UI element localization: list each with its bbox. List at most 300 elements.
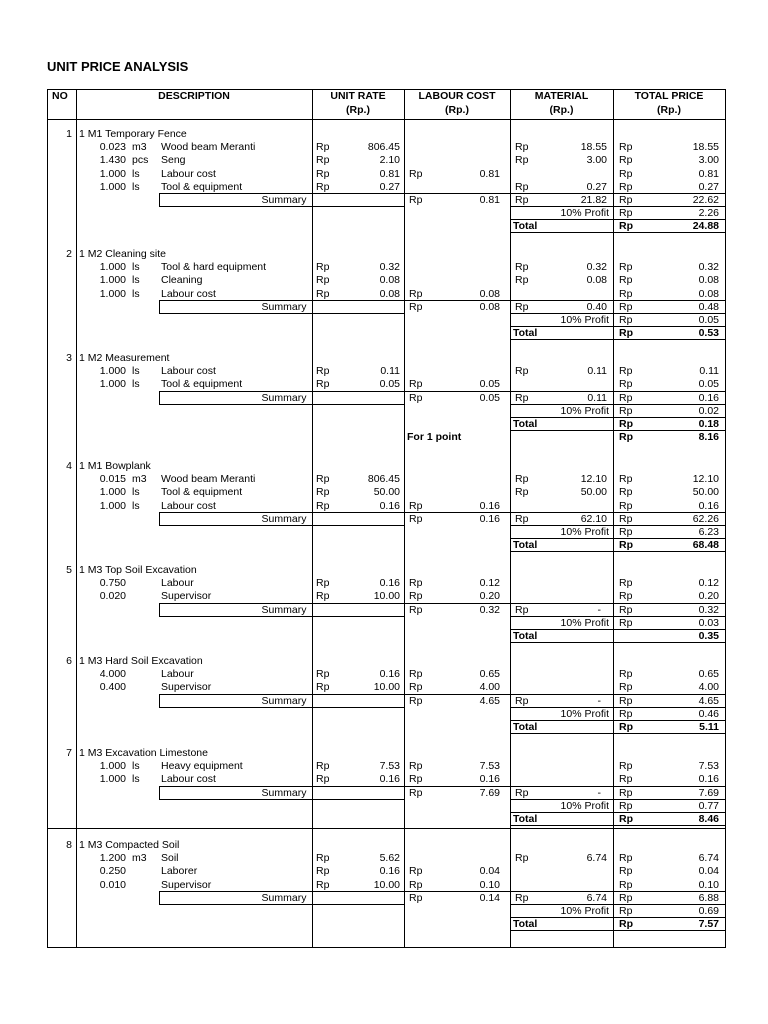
currency-label: Rp xyxy=(619,418,633,430)
section-title: 1 M1 Bowplank xyxy=(79,460,151,472)
header-unit-rate-unit: (Rp.) xyxy=(346,104,370,116)
currency-label: Rp xyxy=(619,905,633,917)
item-labour-cost: 0.04 xyxy=(479,865,500,878)
currency-label: Rp xyxy=(619,220,633,233)
profit-value: 6.23 xyxy=(698,526,719,538)
total-bottom-border xyxy=(510,232,726,233)
profit-value: 0.03 xyxy=(698,616,719,629)
header-material: MATERIAL xyxy=(534,90,589,102)
summary-bottom-border xyxy=(159,904,404,905)
item-material: 0.11 xyxy=(587,365,607,378)
currency-label: Rp xyxy=(619,499,633,512)
currency-label: Rp xyxy=(515,300,529,313)
item-quantity: 1.000 xyxy=(99,167,126,180)
item-total-price: 0.12 xyxy=(698,577,719,590)
currency-label: Rp xyxy=(619,194,633,206)
currency-label: Rp xyxy=(316,852,330,865)
currency-label: Rp xyxy=(619,681,633,694)
currency-label: Rp xyxy=(409,590,423,603)
summary-label: Summary xyxy=(261,786,307,799)
item-quantity: 1.000 xyxy=(99,486,126,499)
summary-bottom-border xyxy=(159,616,404,617)
profit-value: 0.46 xyxy=(698,707,719,720)
item-description: Seng xyxy=(161,154,186,167)
item-total-price: 4.00 xyxy=(698,681,719,694)
currency-label: Rp xyxy=(316,760,330,773)
currency-label: Rp xyxy=(515,391,529,404)
item-unit: ls xyxy=(132,261,140,274)
item-quantity: 0.010 xyxy=(99,878,126,891)
currency-label: Rp xyxy=(619,404,633,417)
currency-label: Rp xyxy=(619,378,633,391)
item-unit: pcs xyxy=(132,154,149,167)
header-material-unit: (Rp.) xyxy=(549,104,574,116)
item-quantity: 1.000 xyxy=(99,274,126,287)
currency-label: Rp xyxy=(619,391,633,404)
header-bottom-border xyxy=(47,119,726,120)
currency-label: Rp xyxy=(619,141,633,154)
item-quantity: 1.430 xyxy=(99,154,126,167)
item-quantity: 0.020 xyxy=(99,590,126,603)
header-labour-cost-unit: (Rp.) xyxy=(445,104,469,116)
summary-labour-cost: 4.65 xyxy=(479,694,500,707)
summary-bottom-border xyxy=(159,206,404,207)
item-total-price: 6.74 xyxy=(698,852,719,865)
summary-label: Summary xyxy=(261,694,307,707)
currency-label: Rp xyxy=(619,261,633,274)
item-total-price: 0.32 xyxy=(698,261,719,274)
item-unit-rate: 0.08 xyxy=(379,274,400,287)
item-labour-cost: 0.10 xyxy=(479,878,500,891)
summary-label: Summary xyxy=(261,300,307,313)
page-title: UNIT PRICE ANALYSIS xyxy=(47,59,189,74)
currency-label: Rp xyxy=(619,274,633,287)
summary-labour-cost: 7.69 xyxy=(479,786,500,799)
currency-label: Rp xyxy=(619,773,633,786)
item-material: 0.27 xyxy=(586,180,607,193)
summary-material: 21.82 xyxy=(580,194,607,206)
section-title: 1 M3 Excavation Limestone xyxy=(79,747,208,759)
summary-labour-cost: 0.81 xyxy=(479,194,500,206)
currency-label: Rp xyxy=(316,378,330,391)
summary-labour-cost: 0.32 xyxy=(479,603,500,616)
summary-bottom-border xyxy=(159,313,404,314)
summary-bottom-border xyxy=(159,799,404,800)
item-unit-rate: 0.11 xyxy=(380,365,400,378)
currency-label: Rp xyxy=(409,300,423,313)
total-label: Total xyxy=(513,630,538,642)
item-unit-rate: 0.16 xyxy=(379,668,400,681)
item-unit-rate: 0.08 xyxy=(379,287,400,300)
section-number: 2 xyxy=(66,248,72,260)
item-unit: m3 xyxy=(132,473,147,486)
header-total-price: TOTAL PRICE xyxy=(634,90,704,102)
item-total-price: 0.11 xyxy=(699,365,719,378)
total-bottom-border xyxy=(510,733,726,734)
summary-labour-cost: 0.14 xyxy=(479,891,500,904)
item-description: Wood beam Meranti xyxy=(161,141,256,154)
item-total-price: 0.10 xyxy=(698,878,719,891)
currency-label: Rp xyxy=(619,918,633,931)
currency-label: Rp xyxy=(619,526,633,538)
currency-label: Rp xyxy=(409,865,423,878)
item-description: Labour xyxy=(161,668,194,681)
currency-label: Rp xyxy=(316,154,330,167)
currency-label: Rp xyxy=(619,891,633,904)
currency-label: Rp xyxy=(316,773,330,786)
grand-total: 0.18 xyxy=(698,418,719,430)
currency-label: Rp xyxy=(409,391,423,404)
summary-label: Summary xyxy=(261,194,307,206)
item-unit-rate: 806.45 xyxy=(367,473,400,486)
item-description: Supervisor xyxy=(161,878,212,891)
item-total-price: 3.00 xyxy=(698,154,719,167)
currency-label: Rp xyxy=(316,681,330,694)
currency-label: Rp xyxy=(619,616,633,629)
item-unit: ls xyxy=(132,365,140,378)
item-unit: ls xyxy=(132,773,140,786)
total-label: Total xyxy=(513,721,538,733)
currency-label: Rp xyxy=(409,681,423,694)
item-total-price: 12.10 xyxy=(692,473,719,486)
profit-value: 0.02 xyxy=(698,404,719,417)
currency-label: Rp xyxy=(409,577,423,590)
currency-label: Rp xyxy=(619,577,633,590)
currency-label: Rp xyxy=(316,274,330,287)
currency-label: Rp xyxy=(316,878,330,891)
item-material: 6.74 xyxy=(586,852,607,865)
total-bottom-border xyxy=(510,339,726,340)
total-bottom-border xyxy=(510,825,726,826)
item-labour-cost: 0.20 xyxy=(479,590,500,603)
item-labour-cost: 0.05 xyxy=(479,378,500,391)
total-label: Total xyxy=(513,220,538,233)
currency-label: Rp xyxy=(316,499,330,512)
item-total-price: 0.27 xyxy=(698,180,719,193)
item-description: Supervisor xyxy=(161,590,212,603)
currency-label: Rp xyxy=(409,194,423,206)
item-unit-rate: 50.00 xyxy=(373,486,400,499)
section-number: 5 xyxy=(66,564,72,576)
currency-label: Rp xyxy=(619,207,633,220)
item-quantity: 4.000 xyxy=(99,668,126,681)
header-total-price-unit: (Rp.) xyxy=(657,104,681,116)
table-bottom-border xyxy=(47,947,726,948)
item-unit: ls xyxy=(132,180,140,193)
per-point-label: For 1 point xyxy=(407,431,462,444)
currency-label: Rp xyxy=(409,773,423,786)
item-total-price: 0.08 xyxy=(698,274,719,287)
profit-label: 10% Profit xyxy=(560,707,609,720)
column-divider xyxy=(613,89,614,947)
currency-label: Rp xyxy=(515,891,529,904)
item-total-price: 0.20 xyxy=(698,590,719,603)
section-title: 1 M3 Top Soil Excavation xyxy=(79,564,197,576)
currency-label: Rp xyxy=(619,852,633,865)
section-title: 1 M3 Compacted Soil xyxy=(79,839,180,851)
item-description: Laborer xyxy=(161,865,198,878)
currency-label: Rp xyxy=(619,694,633,707)
item-total-price: 0.05 xyxy=(698,378,719,391)
currency-label: Rp xyxy=(316,287,330,300)
header-description: DESCRIPTION xyxy=(158,90,230,102)
item-description: Labour cost xyxy=(161,287,216,300)
section-number: 3 xyxy=(66,352,72,364)
item-material: 12.10 xyxy=(580,473,607,486)
column-divider xyxy=(510,89,511,947)
summary-total-price: 6.88 xyxy=(698,891,719,904)
summary-material: - xyxy=(597,786,601,799)
currency-label: Rp xyxy=(316,577,330,590)
currency-label: Rp xyxy=(619,365,633,378)
item-unit-rate: 0.81 xyxy=(379,167,400,180)
summary-label: Summary xyxy=(261,891,307,904)
currency-label: Rp xyxy=(409,512,423,525)
item-description: Tool & equipment xyxy=(161,486,243,499)
currency-label: Rp xyxy=(619,603,633,616)
summary-material: 62.10 xyxy=(580,512,607,525)
item-unit-rate: 7.53 xyxy=(379,760,400,773)
profit-value: 2.26 xyxy=(698,207,719,220)
item-total-price: 0.04 xyxy=(698,865,719,878)
profit-label: 10% Profit xyxy=(560,314,609,326)
item-labour-cost: 0.16 xyxy=(479,773,500,786)
item-total-price: 0.16 xyxy=(698,773,719,786)
item-unit-rate: 0.16 xyxy=(379,499,400,512)
item-total-price: 0.81 xyxy=(698,167,719,180)
currency-label: Rp xyxy=(619,721,633,733)
currency-label: Rp xyxy=(515,473,529,486)
total-label: Total xyxy=(513,327,538,340)
currency-label: Rp xyxy=(619,878,633,891)
currency-label: Rp xyxy=(316,167,330,180)
currency-label: Rp xyxy=(409,499,423,512)
item-unit: ls xyxy=(132,760,140,773)
item-unit-rate: 10.00 xyxy=(373,590,400,603)
total-bottom-border xyxy=(510,551,726,552)
currency-label: Rp xyxy=(619,287,633,300)
currency-label: Rp xyxy=(619,180,633,193)
item-unit: ls xyxy=(132,378,140,391)
currency-label: Rp xyxy=(619,154,633,167)
item-quantity: 0.250 xyxy=(99,865,126,878)
item-total-price: 7.53 xyxy=(698,760,719,773)
summary-label: Summary xyxy=(261,391,307,404)
item-material: 0.08 xyxy=(586,274,607,287)
currency-label: Rp xyxy=(619,327,633,340)
item-total-price: 0.65 xyxy=(698,668,719,681)
currency-label: Rp xyxy=(619,512,633,525)
currency-label: Rp xyxy=(409,891,423,904)
item-description: Heavy equipment xyxy=(161,760,243,773)
currency-label: Rp xyxy=(316,180,330,193)
item-unit: m3 xyxy=(132,141,147,154)
item-unit-rate: 2.10 xyxy=(379,154,400,167)
section-divider xyxy=(47,828,726,829)
currency-label: Rp xyxy=(619,760,633,773)
profit-value: 0.05 xyxy=(698,314,719,326)
item-total-price: 18.55 xyxy=(692,141,719,154)
currency-label: Rp xyxy=(619,590,633,603)
profit-label: 10% Profit xyxy=(560,905,609,917)
summary-material: 0.40 xyxy=(586,300,607,313)
currency-label: Rp xyxy=(316,261,330,274)
summary-total-price: 62.26 xyxy=(692,512,719,525)
summary-total-price: 0.32 xyxy=(698,603,719,616)
currency-label: Rp xyxy=(515,274,529,287)
item-quantity: 0.400 xyxy=(99,681,126,694)
grand-total: 8.46 xyxy=(698,813,719,825)
profit-value: 0.69 xyxy=(698,905,719,917)
currency-label: Rp xyxy=(619,314,633,326)
header-labour-cost: LABOUR COST xyxy=(418,90,496,102)
item-description: Labour cost xyxy=(161,365,216,378)
item-labour-cost: 7.53 xyxy=(479,760,500,773)
item-labour-cost: 0.08 xyxy=(479,287,500,300)
item-description: Cleaning xyxy=(161,274,203,287)
currency-label: Rp xyxy=(409,287,423,300)
section-title: 1 M1 Temporary Fence xyxy=(79,128,187,140)
currency-label: Rp xyxy=(619,300,633,313)
item-labour-cost: 0.65 xyxy=(479,668,500,681)
item-description: Labour xyxy=(161,577,194,590)
column-divider xyxy=(76,89,77,947)
total-label: Total xyxy=(513,813,538,825)
currency-label: Rp xyxy=(515,512,529,525)
item-material: 50.00 xyxy=(580,486,607,499)
total-label: Total xyxy=(513,539,538,552)
summary-label: Summary xyxy=(261,603,307,616)
total-bottom-border xyxy=(510,642,726,643)
currency-label: Rp xyxy=(515,694,529,707)
item-unit-rate: 0.05 xyxy=(379,378,400,391)
item-unit-rate: 0.32 xyxy=(379,261,400,274)
item-description: Wood beam Meranti xyxy=(161,473,256,486)
currency-label: Rp xyxy=(619,668,633,681)
total-bottom-border xyxy=(510,930,726,931)
currency-label: Rp xyxy=(515,486,529,499)
grand-total: 68.48 xyxy=(692,539,719,552)
item-quantity: 1.000 xyxy=(99,378,126,391)
grand-total: 7.57 xyxy=(698,918,719,931)
column-divider xyxy=(725,89,726,947)
summary-bottom-border xyxy=(159,707,404,708)
currency-label: Rp xyxy=(409,167,423,180)
item-material: 18.55 xyxy=(580,141,607,154)
item-quantity: 1.000 xyxy=(99,760,126,773)
currency-label: Rp xyxy=(619,865,633,878)
item-unit-rate: 10.00 xyxy=(373,681,400,694)
table-top-border xyxy=(47,89,726,90)
item-quantity: 1.000 xyxy=(99,180,126,193)
item-labour-cost: 4.00 xyxy=(479,681,500,694)
currency-label: Rp xyxy=(619,473,633,486)
section-number: 6 xyxy=(66,655,72,667)
item-quantity: 0.750 xyxy=(99,577,126,590)
currency-label: Rp xyxy=(619,167,633,180)
grand-total: 24.88 xyxy=(692,220,719,233)
item-description: Tool & hard equipment xyxy=(161,261,267,274)
currency-label: Rp xyxy=(619,813,633,825)
item-unit: ls xyxy=(132,499,140,512)
section-title: 1 M2 Measurement xyxy=(79,352,170,364)
item-unit: ls xyxy=(132,274,140,287)
profit-label: 10% Profit xyxy=(560,404,609,417)
header-unit-rate: UNIT RATE xyxy=(330,90,386,102)
item-unit-rate: 0.16 xyxy=(379,773,400,786)
section-number: 8 xyxy=(66,839,72,851)
item-description: Tool & equipment xyxy=(161,180,243,193)
section-number: 1 xyxy=(66,128,72,140)
currency-label: Rp xyxy=(409,668,423,681)
currency-label: Rp xyxy=(619,539,633,552)
currency-label: Rp xyxy=(515,603,529,616)
summary-bottom-border xyxy=(159,404,404,405)
summary-labour-cost: 0.16 xyxy=(479,512,500,525)
item-description: Supervisor xyxy=(161,681,212,694)
item-unit-rate: 5.62 xyxy=(379,852,400,865)
item-unit-rate: 10.00 xyxy=(373,878,400,891)
item-labour-cost: 0.81 xyxy=(479,167,500,180)
total-label: Total xyxy=(513,918,538,931)
currency-label: Rp xyxy=(409,760,423,773)
currency-label: Rp xyxy=(619,786,633,799)
column-divider xyxy=(47,89,48,947)
summary-material: 0.11 xyxy=(587,391,607,404)
total-label: Total xyxy=(513,418,538,430)
profit-value: 0.77 xyxy=(698,799,719,812)
currency-label: Rp xyxy=(515,365,529,378)
profit-label: 10% Profit xyxy=(560,526,609,538)
currency-label: Rp xyxy=(515,194,529,206)
item-quantity: 1.000 xyxy=(99,499,126,512)
currency-label: Rp xyxy=(515,261,529,274)
item-unit: m3 xyxy=(132,852,147,865)
summary-material: - xyxy=(597,694,601,707)
item-labour-cost: 0.16 xyxy=(479,499,500,512)
currency-label: Rp xyxy=(316,668,330,681)
item-description: Tool & equipment xyxy=(161,378,243,391)
profit-label: 10% Profit xyxy=(560,616,609,629)
currency-label: Rp xyxy=(316,141,330,154)
item-unit-rate: 806.45 xyxy=(367,141,400,154)
summary-total-price: 0.16 xyxy=(698,391,719,404)
profit-label: 10% Profit xyxy=(560,799,609,812)
per-point-value: 8.16 xyxy=(698,431,719,444)
item-quantity: 0.015 xyxy=(99,473,126,486)
section-number: 4 xyxy=(66,460,72,472)
currency-label: Rp xyxy=(316,365,330,378)
currency-label: Rp xyxy=(515,786,529,799)
item-description: Soil xyxy=(161,852,179,865)
item-unit: ls xyxy=(132,486,140,499)
item-material: 0.32 xyxy=(586,261,607,274)
currency-label: Rp xyxy=(409,694,423,707)
currency-label: Rp xyxy=(409,378,423,391)
profit-label: 10% Profit xyxy=(560,207,609,220)
grand-total: 0.53 xyxy=(698,327,719,340)
header-no: NO xyxy=(52,90,68,102)
item-quantity: 1.000 xyxy=(99,261,126,274)
item-unit: ls xyxy=(132,287,140,300)
item-material: 3.00 xyxy=(586,154,607,167)
summary-labour-cost: 0.05 xyxy=(479,391,500,404)
item-total-price: 0.16 xyxy=(698,499,719,512)
section-title: 1 M2 Cleaning site xyxy=(79,248,166,260)
currency-label: Rp xyxy=(316,486,330,499)
currency-label: Rp xyxy=(409,878,423,891)
summary-label: Summary xyxy=(261,512,307,525)
